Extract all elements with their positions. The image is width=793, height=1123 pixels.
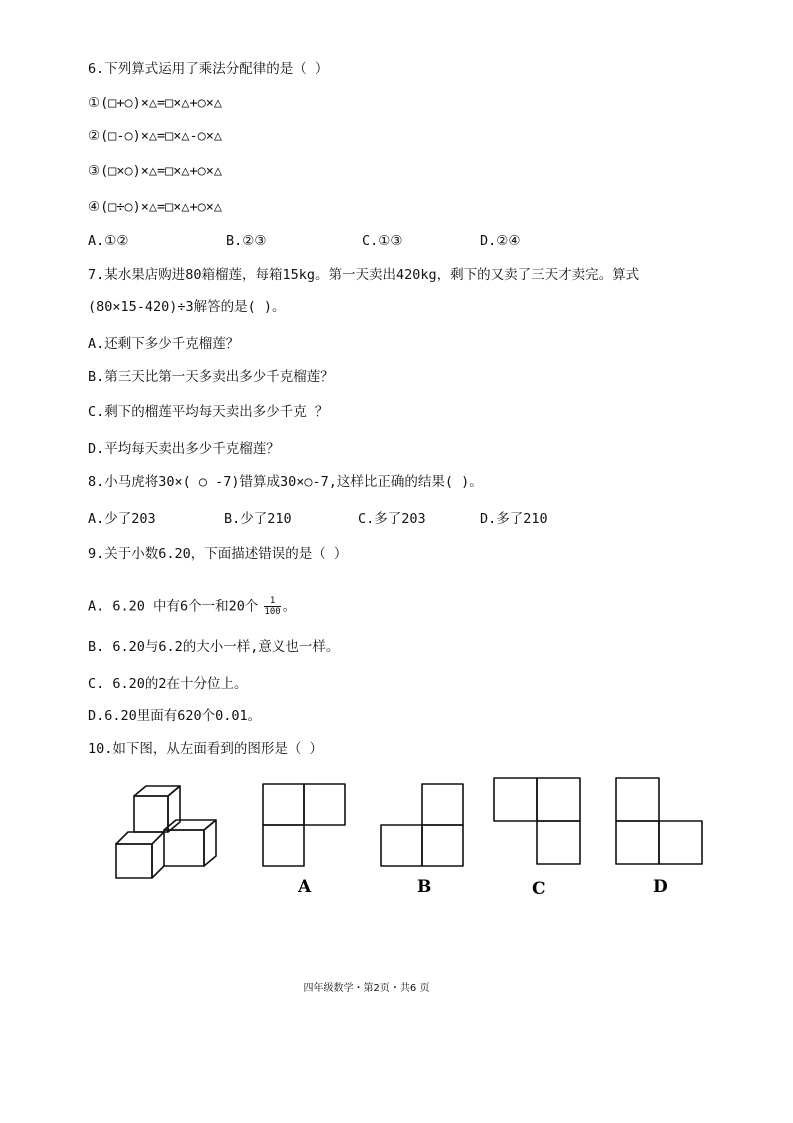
q8-stem: 8.小马虎将30×( ○ -7)错算成30×○-7,这样比正确的结果( )。	[88, 474, 483, 490]
cube-stack-drawing	[116, 786, 216, 878]
choice-d-label: D	[653, 877, 668, 897]
q7-stem-line-2: (80×15-420)÷3解答的是( )。	[88, 299, 286, 315]
choice-b-shape	[381, 784, 463, 866]
q6-option-c: C.①③	[362, 233, 403, 249]
q9-stem: 9.关于小数6.20，下面描述错误的是（ ）	[88, 546, 348, 562]
q8-option-a: A.少了203	[88, 511, 156, 527]
q6-item-1: ①(□+○)×△=□×△+○×△	[88, 95, 223, 111]
choice-c-shape	[494, 778, 580, 864]
choice-b-label: B	[417, 877, 432, 897]
choice-c-label: C	[532, 879, 546, 899]
q7-option-c: C.剩下的榴莲平均每天卖出多少千克 ？	[88, 404, 329, 420]
fraction-numerator: 1	[264, 596, 280, 607]
q6-item-4: ④(□÷○)×△=□×△+○×△	[88, 199, 223, 215]
choice-a-label: A	[298, 877, 312, 897]
q10-stem: 10.如下图，从左面看到的图形是（ ）	[88, 741, 324, 757]
cube-views-figure	[110, 770, 710, 900]
page-footer: 四年级数学・第2页・共6 页	[303, 983, 430, 994]
q9-option-a-suffix: 。	[282, 598, 297, 615]
fraction-denominator: 100	[264, 607, 281, 617]
q7-option-b: B.第三天比第一天多卖出多少千克榴莲？	[88, 369, 334, 385]
fraction-one-hundredth	[264, 596, 280, 617]
q10-figure	[110, 770, 710, 900]
q9-option-b: B. 6.20与6.2的大小一样,意义也一样。	[88, 639, 340, 655]
choice-d-shape	[616, 778, 702, 864]
q7-stem-line-1: 7.某水果店购进80箱榴莲，每箱15kg。第一天卖出420kg，剩下的又卖了三天才卖完。算式	[88, 267, 640, 283]
q6-item-2: ②(□-○)×△=□×△-○×△	[88, 128, 223, 144]
q6-item-3: ③(□×○)×△=□×△+○×△	[88, 163, 223, 179]
q8-option-c: C.多了203	[358, 511, 426, 527]
choice-a-shape	[263, 784, 345, 866]
q9-option-c: C. 6.20的2在十分位上。	[88, 676, 248, 692]
q9-option-d: D.6.20里面有620个0.01。	[88, 708, 262, 724]
q7-option-a: A.还剩下多少千克榴莲？	[88, 336, 240, 352]
q6-option-d: D.②④	[480, 233, 521, 249]
q9-option-a	[88, 596, 296, 617]
q8-option-d: D.多了210	[480, 511, 548, 527]
q7-option-d: D.平均每天卖出多少千克榴莲？	[88, 441, 280, 457]
q6-option-b: B.②③	[226, 233, 267, 249]
q6-stem: 6.下列算式运用了乘法分配律的是（ ）	[88, 61, 329, 77]
q8-option-b: B.少了210	[224, 511, 292, 527]
q6-option-a: A.①②	[88, 233, 129, 249]
q9-option-a-text: A. 6.20 中有6个一和20个	[88, 598, 259, 615]
